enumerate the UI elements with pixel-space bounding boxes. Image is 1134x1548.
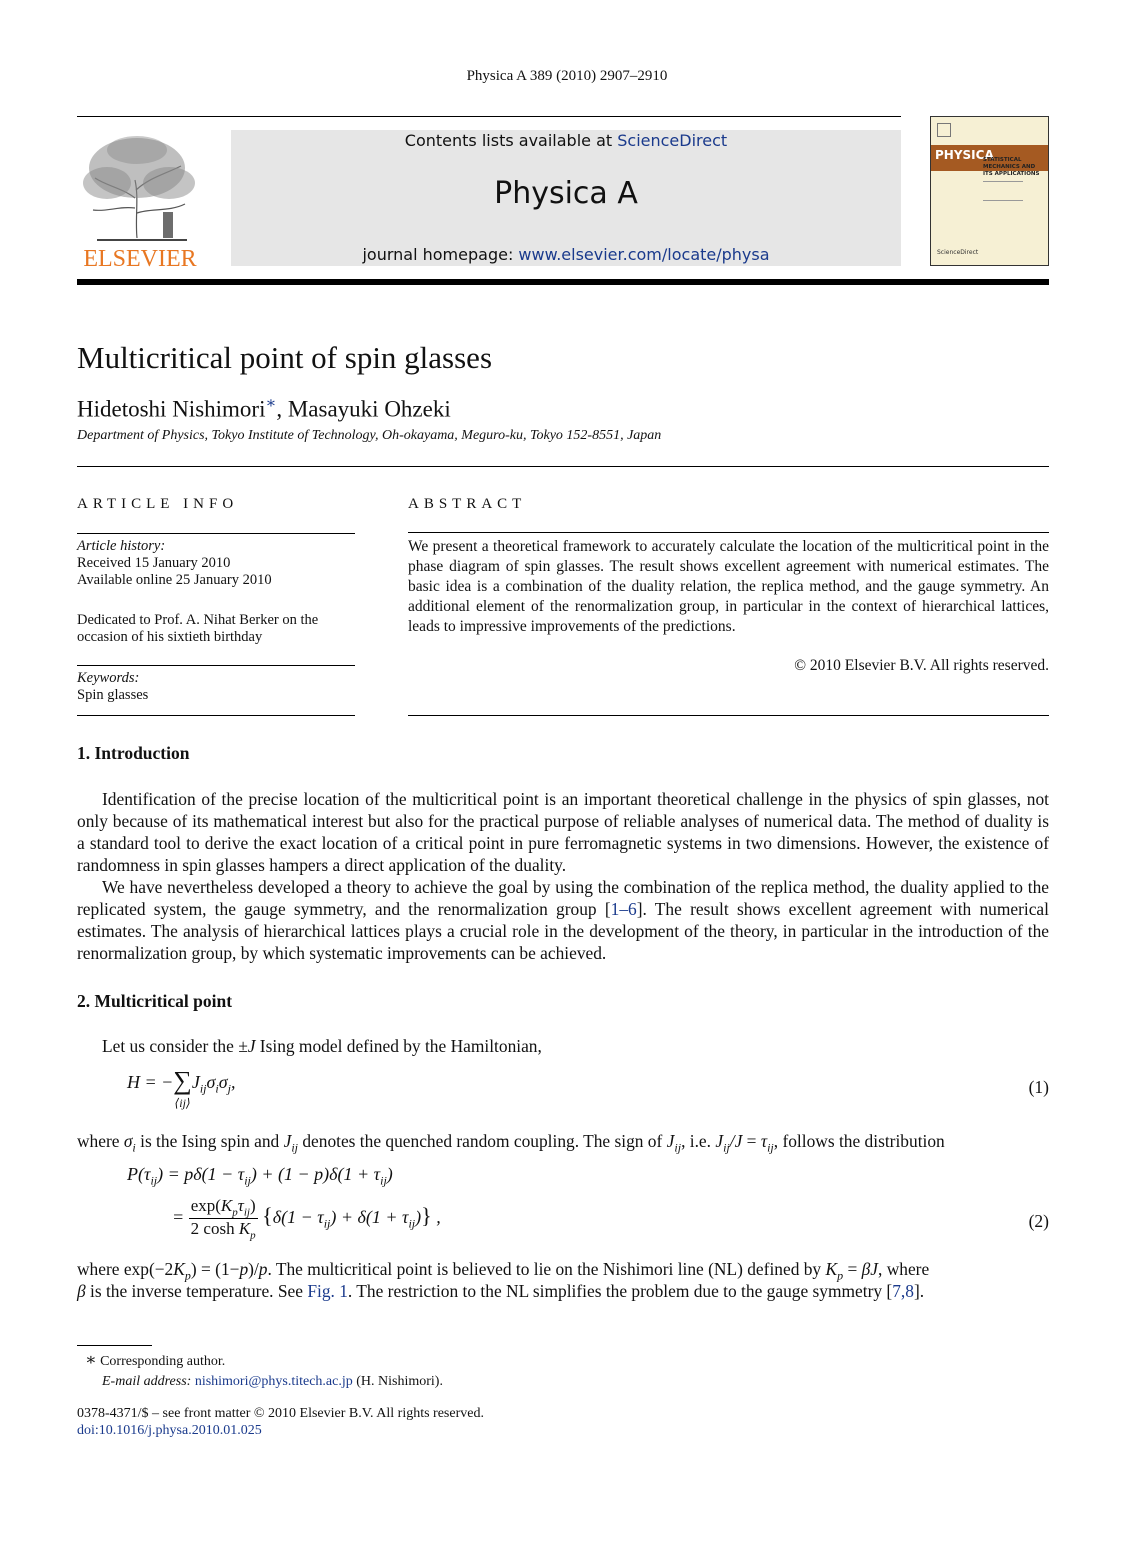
keywords: Keywords: Spin glasses bbox=[77, 670, 149, 703]
section-1-heading: 1. Introduction bbox=[77, 743, 190, 763]
header-rule bbox=[77, 116, 901, 117]
header-thick-rule bbox=[77, 279, 1049, 285]
section-1-paragraph-1: Identification of the precise location of the multicritical point is an important theoretical challenge in the physics of spin glasses, not only because of its mathematical interest but also for the practical purpose of reliable analyses of numerical data. The method of duality is a standard tool to derive the exact location of a critical point in pure ferromagnetic systems in two dimensions. However, the existence of randomness in spin glasses hampers a direct application of the duality. bbox=[77, 789, 1049, 875]
section-2-paragraph-2: where $\sigma_i$ is the Ising spin and $J_{ij}$ denotes the quenched random coupling. The sign of $J_{ij}$, i.e. $J_{ij}/J = \tau_{ij}$, follows the distribution bbox=[77, 1131, 945, 1155]
article-history: Article history: Received 15 January 2010 Available online 25 January 2010 bbox=[77, 538, 272, 588]
abstract-copyright: © 2010 Elsevier B.V. All rights reserved. bbox=[794, 657, 1049, 674]
cover-brand: PHYSICA bbox=[935, 148, 994, 162]
cover-footer: ScienceDirect bbox=[937, 249, 979, 256]
homepage-line: journal homepage: www.elsevier.com/locate/physa bbox=[362, 245, 770, 264]
journal-cover[interactable] bbox=[930, 116, 1049, 266]
footnote-rule bbox=[77, 1345, 152, 1346]
cover-thumbnail-icon bbox=[937, 123, 951, 137]
keywords-rule bbox=[77, 665, 355, 666]
abstract-rule bbox=[408, 532, 1049, 533]
sciencedirect-link[interactable]: ScienceDirect bbox=[617, 131, 728, 150]
article-info-rule bbox=[77, 533, 355, 534]
affiliation: Department of Physics, Tokyo Institute of Technology, Oh-okayama, Meguro-ku, Tokyo 152-8551, Japan bbox=[77, 428, 662, 443]
email-link[interactable]: nishimori@phys.titech.ac.jp bbox=[194, 1374, 353, 1389]
cover-editors-block bbox=[983, 181, 1023, 201]
section-2-paragraph-4: β is the inverse temperature. See Fig. 1. The restriction to the NL simplifies the problem due to the gauge symmetry [7,8]. bbox=[77, 1281, 925, 1301]
elsevier-logo[interactable] bbox=[77, 128, 203, 270]
section-1-paragraph-2: We have nevertheless developed a theory to achieve the goal by using the combination of the replica method, the duality applied to the replicated system, the gauge symmetry, and the renormalization group [1–6]. The result shows excellent agreement with numerical estimates. The analysis of hierarchical lattices plays a crucial role in the development of the theory, in particular in the introduction of the renormalization group, by which systematic improvements can be achieved. bbox=[77, 877, 1049, 963]
reference-link-7-8[interactable]: 7,8 bbox=[892, 1281, 914, 1301]
svg-text:ELSEVIER: ELSEVIER bbox=[83, 246, 197, 270]
equation-1: H = −∑ $⟨ij⟩J_{ij}\sigma_i\sigma_j$, bbox=[127, 1066, 236, 1110]
abstract-bottom-rule bbox=[408, 715, 1049, 716]
figure-1-link[interactable]: Fig. 1 bbox=[307, 1281, 348, 1301]
section-2-heading: 2. Multicritical point bbox=[77, 991, 233, 1011]
abstract-heading: ABSTRACT bbox=[408, 496, 527, 512]
contents-line: Contents lists available at ScienceDirect bbox=[404, 131, 728, 150]
dedication: Dedicated to Prof. A. Nihat Berker on the occasion of his sixtieth birthday bbox=[77, 612, 319, 645]
doi-link[interactable]: doi:10.1016/j.physa.2010.01.025 bbox=[77, 1423, 262, 1438]
abstract-text: We present a theoretical framework to accurately calculate the location of the multicritical point in the phase diagram of spin glasses. The result shows excellent agreement with numerical estimates. The basic idea is a combination of the duality relation, the replica method, and the gauge symmetry. An additional element of the renormalization group, in particular in the context of hierarchical lattices, leads to impressive improvements of the predictions. bbox=[408, 538, 1049, 635]
paper-title: Multicritical point of spin glasses bbox=[77, 340, 493, 375]
tree-logo-icon bbox=[77, 128, 203, 270]
equation-1-number: (1) bbox=[1028, 1077, 1049, 1097]
footnote: ∗ Corresponding author. E-mail address: nishimori@phys.titech.ac.jp (H. Nishimori). bbox=[85, 1350, 443, 1389]
title-rule bbox=[77, 466, 1049, 467]
equation-2-line-1: $P(\tau_{ij}) = p\delta(1 - \tau_{ij}) + (1 - p)\delta(1 + \tau_{ij})$ bbox=[127, 1164, 393, 1188]
homepage-link[interactable]: www.elsevier.com/locate/physa bbox=[518, 245, 770, 264]
equation-2-line-2: = $\frac{\exp(K_p\tau_{ij})}{2 \cosh K_p}$ $\{\delta(1 - \tau_{ij}) + \delta(1 + \tau_{ij})\}$ , bbox=[172, 1196, 441, 1242]
running-head: Physica A 389 (2010) 2907–2910 bbox=[466, 68, 668, 84]
article-info-heading: ARTICLE INFO bbox=[77, 496, 239, 512]
equation-2-number: (2) bbox=[1028, 1211, 1049, 1231]
front-matter: 0378-4371/$ – see front matter © 2010 Elsevier B.V. All rights reserved. doi:10.1016/j.physa.2010.01.025 bbox=[77, 1406, 484, 1438]
article-info-bottom-rule bbox=[77, 715, 355, 716]
section-2-paragraph-1: Let us consider the ±J Ising model defined by the Hamiltonian, bbox=[102, 1036, 542, 1056]
journal-title: Physica A bbox=[494, 176, 638, 211]
corresponding-author-marker[interactable]: ∗ bbox=[265, 395, 277, 412]
reference-link-1-6[interactable]: 1–6 bbox=[610, 899, 637, 919]
section-2-paragraph-3: where $\exp(-2K_p) = (1-p)/p$. The multicritical point is believed to lie on the Nishimori line (NL) defined by $K_p = \beta J$, where bbox=[77, 1259, 930, 1283]
authors: Hidetoshi Nishimori∗, Masayuki Ohzeki bbox=[77, 395, 451, 422]
cover-subtitle: STATISTICAL MECHANICS AND ITS APPLICATIONS bbox=[983, 157, 1040, 177]
